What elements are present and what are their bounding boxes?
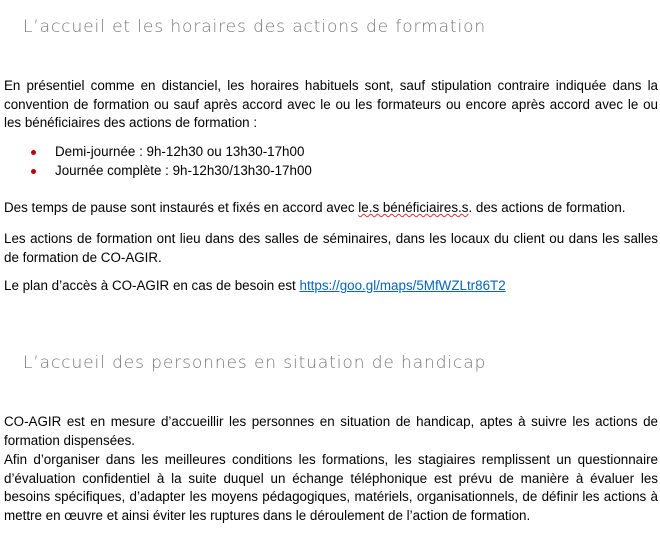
section-heading-horaires: L’accueil et les horaires des actions de formation: [23, 17, 487, 37]
text: Le plan d’accès à CO-AGIR en cas de besoin est: [4, 278, 300, 293]
handicap-paragraph-1: CO-AGIR est en mesure d’accueillir les personnes en situation de handicap, aptes à suivre les actions de formation dispensées.: [4, 414, 658, 448]
map-paragraph: [4, 277, 658, 296]
text: Des temps de pause sont instaurés et fixés en accord avec: [4, 200, 359, 215]
list-item: [0, 162, 312, 181]
list-item: [0, 143, 312, 162]
list-item-text: Journée complète : 9h-12h30/13h30-17h00: [55, 162, 312, 178]
map-link[interactable]: https://goo.gl/maps/5MfWZLtr86T2: [299, 278, 506, 293]
list-item-text: Demi-journée : 9h-12h30 ou 13h30-17h00: [55, 144, 305, 159]
location-paragraph: Les actions de formation ont lieu dans des salles de séminaires, dans les locaux du client ou dans les salles de formation de CO-AGIR.: [4, 231, 658, 265]
bullet-icon: [31, 169, 36, 174]
text: . des actions de formation.: [468, 200, 626, 215]
pause-paragraph: [4, 199, 658, 218]
section-heading-handicap: L’accueil des personnes en situation de handicap: [23, 353, 487, 373]
handicap-paragraph-2: Afin d’organiser dans les meilleures conditions les formations, les stagiaires remplissent un questionnaire d’évaluation confidentiel à la suite duquel un échange téléphonique est prévu de manière à évaluer les besoins spécifiques, d’adapter les moyens pédagogiques, matériels, organisationnels, de définir les actions à mettre en œuvre et ainsi éviter les ruptures dans le déroulement de l’action de formation.: [4, 452, 658, 524]
schedule-list: [0, 143, 312, 180]
intro-paragraph: En présentiel comme en distanciel, les horaires habituels sont, sauf stipulation contraire indiquée dans la convention de formation ou sauf après accord avec le ou les formateurs ou encore après accord avec le ou les bénéficiaires des actions de formation :: [4, 78, 658, 131]
bullet-icon: [31, 150, 36, 155]
spellcheck-flagged-text[interactable]: le.s bénéficiaires.s: [358, 200, 469, 215]
